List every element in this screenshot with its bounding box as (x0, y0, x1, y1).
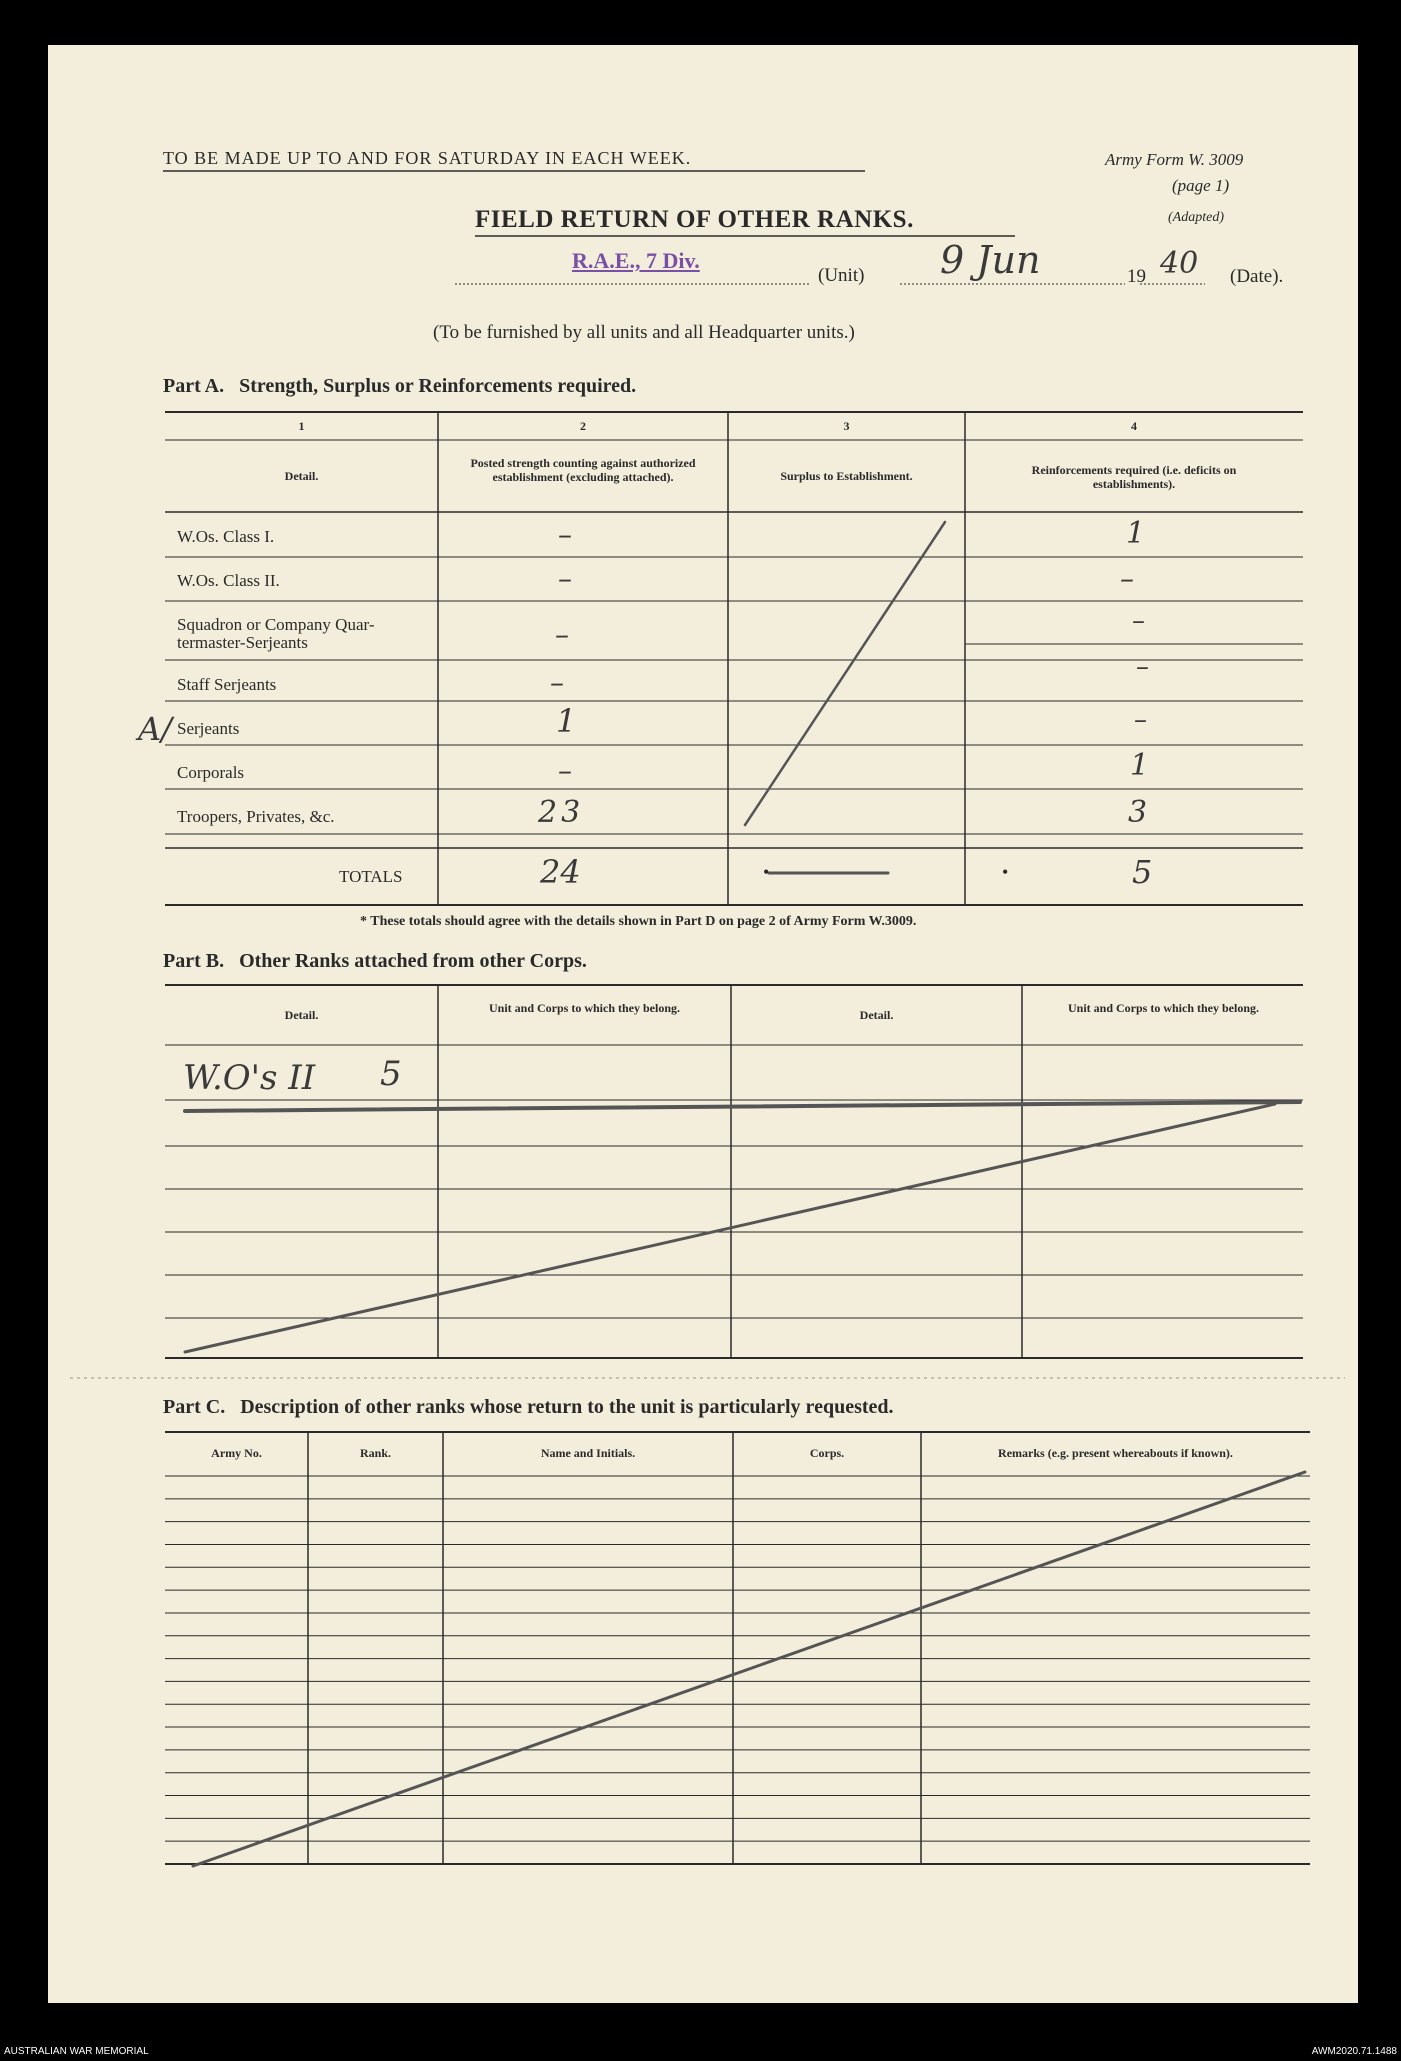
form-subtitle: (To be furnished by all units and all Headquarter units.) (433, 322, 855, 343)
row-posted: – (558, 562, 572, 595)
unit-stamp: R.A.E., 7 Div. (572, 248, 700, 273)
part-a-title: Part A. Strength, Surplus or Reinforcements required. (163, 375, 637, 397)
totals-asterisk: • (1002, 862, 1009, 882)
date-label: (Date). (1230, 266, 1284, 287)
part-c-header-name: Name and Initials. (540, 1446, 636, 1460)
page-reference: (page 1) (1172, 176, 1230, 195)
row-detail: W.Os. Class II. (177, 571, 280, 590)
handwritten-date: 9 Jun (940, 238, 1041, 282)
page-title: FIELD RETURN OF OTHER RANKS. (475, 206, 914, 233)
totals-label: TOTALS (339, 867, 403, 886)
part-a-colnum-2: 2 (580, 419, 586, 433)
part-a-colnum-3: 3 (843, 419, 850, 433)
row-detail: W.Os. Class I. (177, 527, 275, 546)
row-posted: – (550, 666, 564, 699)
part-b-title: Part B. Other Ranks attached from other Corps. (163, 950, 587, 972)
row-detail: Serjeants (177, 719, 240, 738)
row-posted: – (558, 518, 572, 551)
part-c-header-rank: Rank. (359, 1446, 391, 1460)
row-detail: Corporals (177, 763, 245, 782)
part-c-title: Part C. Description of other ranks whose return to the unit is particularly requested. (163, 1396, 894, 1418)
row-posted: – (555, 618, 569, 651)
adapted-note: (Adapted) (1168, 210, 1224, 225)
part-c-header-army-no: Army No. (211, 1446, 262, 1460)
row-reinforcements: – (1120, 562, 1134, 595)
part-a-colnum-4: 4 (1131, 419, 1137, 433)
part-a-header-surplus: Surplus to Establishment. (780, 469, 913, 483)
footer-credit: AUSTRALIAN WAR MEMORIAL (4, 2046, 149, 2057)
row-posted: 23 (538, 795, 585, 830)
row-posted: 1 (556, 702, 577, 740)
part-b-header-unit-2: Unit and Corps to which they belong. (1067, 1001, 1260, 1015)
handwritten-year: 40 (1160, 246, 1199, 281)
row-reinforcements: – (1132, 606, 1145, 636)
part-b-entry-count: 5 (380, 1054, 402, 1094)
part-a-header-posted: Posted strength counting against authorized establishment (excluding attached). (470, 456, 696, 484)
unit-label: (Unit) (818, 265, 865, 286)
part-c-header-remarks: Remarks (e.g. present whereabouts if known). (998, 1446, 1233, 1460)
part-b-header-detail-2: Detail. (859, 1008, 894, 1022)
totals-posted: 24 (540, 853, 581, 891)
margin-note: A/ (138, 710, 172, 748)
part-b-entry-detail: W.O's II (183, 1058, 316, 1098)
part-b-header-unit: Unit and Corps to which they belong. (488, 1001, 681, 1015)
part-a-header-detail: Detail. (284, 469, 319, 483)
row-reinforcements: – (1136, 652, 1149, 682)
form-number: Army Form W. 3009 (1105, 150, 1244, 169)
part-b-header-detail: Detail. (284, 1008, 319, 1022)
totals-reinforcements: 5 (1132, 853, 1153, 891)
part-a-footnote: * These totals should agree with the details shown in Part D on page 2 of Army Form W.3009. (360, 914, 917, 929)
row-reinforcements: 1 (1130, 748, 1150, 783)
row-detail: Staff Serjeants (177, 675, 277, 694)
part-a-colnum-1: 1 (298, 419, 305, 433)
footer-accession: AWM2020.71.1488 (1311, 2046, 1397, 2057)
row-reinforcements: 3 (1128, 795, 1148, 830)
part-c-header-corps: Corps. (809, 1446, 845, 1460)
totals-asterisk: • (763, 862, 770, 882)
row-posted: – (558, 754, 572, 787)
part-a-header-reinforcements: Reinforcements required (i.e. deficits on establishments). (1031, 463, 1237, 491)
row-reinforcements: 1 (1126, 516, 1146, 551)
instruction-text: TO BE MADE UP TO AND FOR SATURDAY IN EACH WEEK. (163, 148, 692, 168)
row-detail: Squadron or Company Quar- termaster-Serjeants (177, 615, 375, 652)
row-detail: Troopers, Privates, &c. (177, 807, 335, 826)
row-reinforcements: – (1134, 705, 1147, 735)
year-prefix: 19 (1127, 266, 1146, 287)
